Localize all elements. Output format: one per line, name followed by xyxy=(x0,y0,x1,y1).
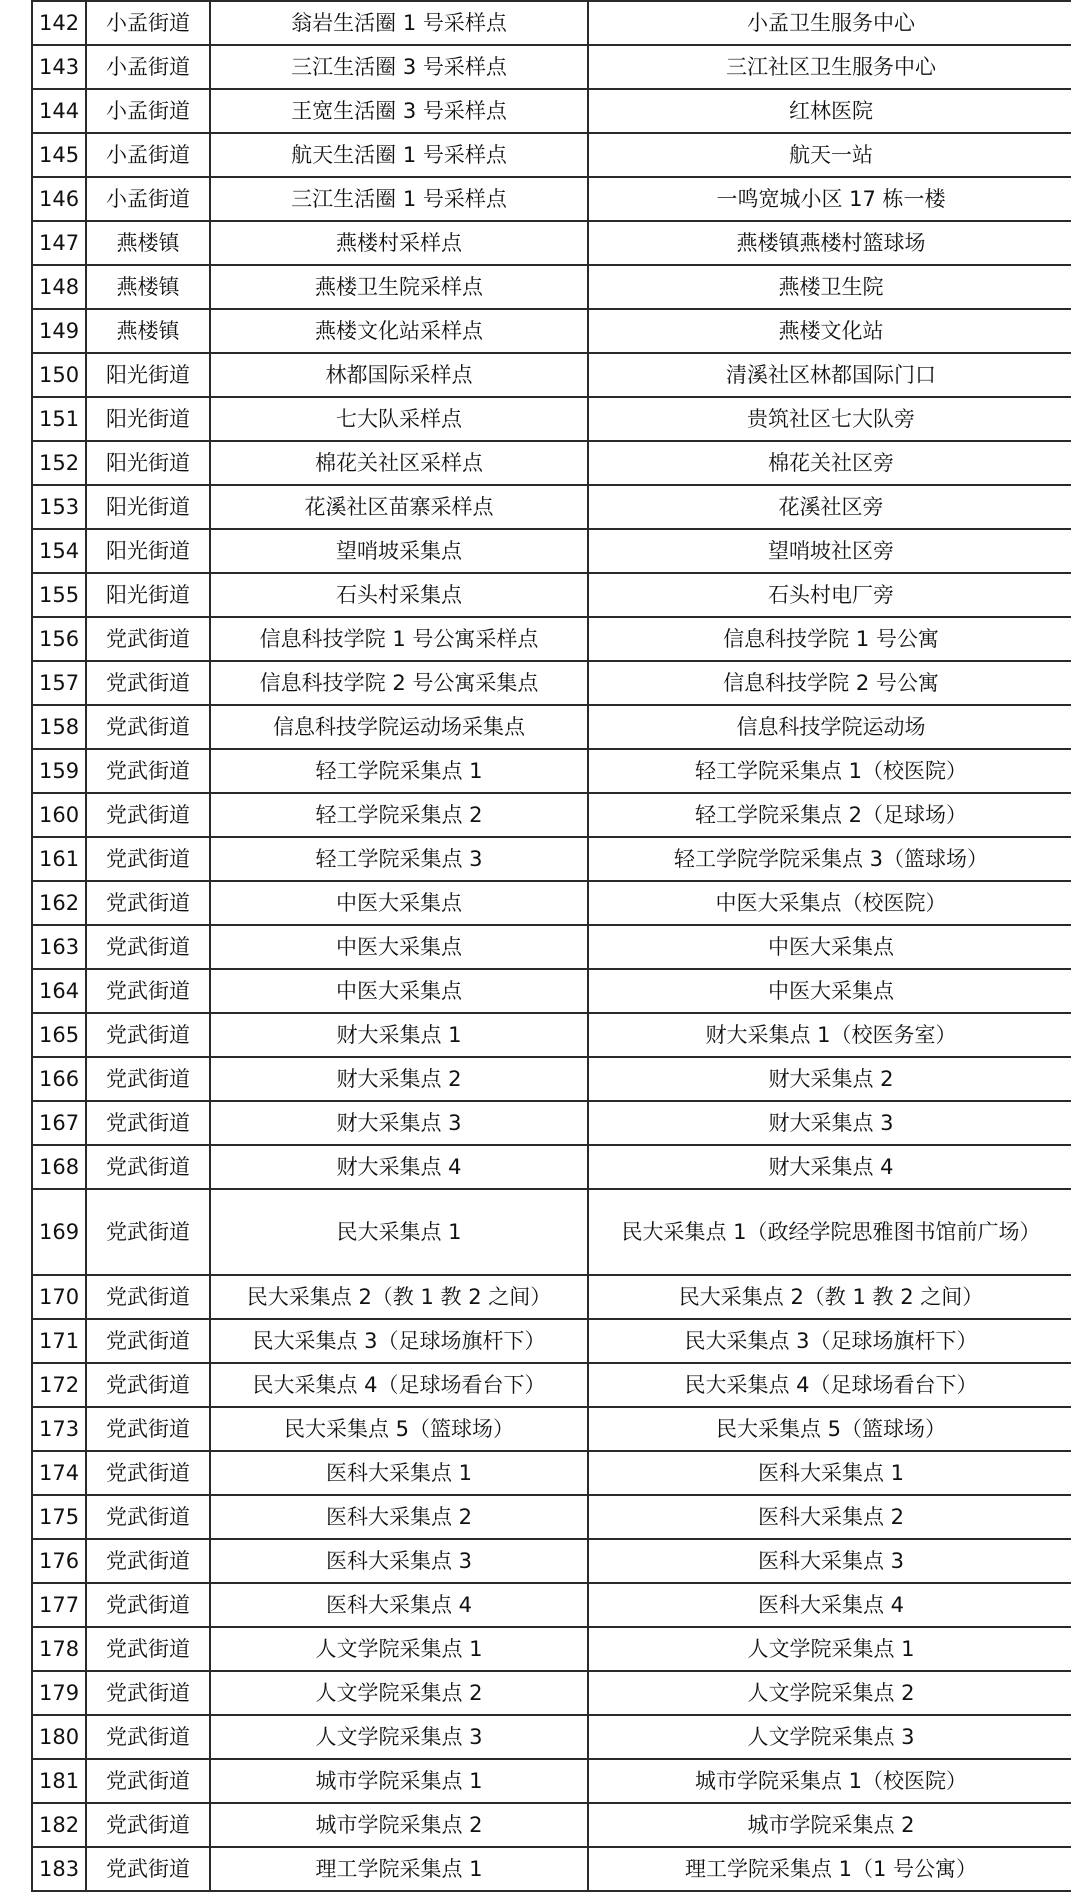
site-name-cell: 中医大采集点 xyxy=(210,969,588,1013)
table-row xyxy=(32,793,1071,837)
site-address-cell: 医科大采集点 3 xyxy=(588,1539,1071,1583)
street-cell: 阳光街道 xyxy=(86,353,210,397)
street-cell: 党武街道 xyxy=(86,1189,210,1275)
row-number-cell: 160 xyxy=(32,793,86,837)
site-address-cell: 航天一站 xyxy=(588,133,1071,177)
row-number-cell: 167 xyxy=(32,1101,86,1145)
row-number-cell: 151 xyxy=(32,397,86,441)
row-number-cell: 146 xyxy=(32,177,86,221)
street-cell: 党武街道 xyxy=(86,1583,210,1627)
site-address-cell: 信息科技学院 1 号公寓 xyxy=(588,617,1071,661)
site-name-cell: 民大采集点 5（篮球场） xyxy=(210,1407,588,1451)
table-row xyxy=(32,221,1071,265)
street-cell: 党武街道 xyxy=(86,793,210,837)
site-name-cell: 财大采集点 1 xyxy=(210,1013,588,1057)
row-number-cell: 159 xyxy=(32,749,86,793)
street-cell: 党武街道 xyxy=(86,1803,210,1847)
site-address-cell: 望哨坡社区旁 xyxy=(588,529,1071,573)
site-address-cell: 轻工学院采集点 2（足球场） xyxy=(588,793,1071,837)
site-address-cell: 红林医院 xyxy=(588,89,1071,133)
site-address-cell: 轻工学院学院采集点 3（篮球场） xyxy=(588,837,1071,881)
site-address-cell: 燕楼镇燕楼村篮球场 xyxy=(588,221,1071,265)
table-body xyxy=(32,1,1071,1891)
street-cell: 小孟街道 xyxy=(86,133,210,177)
table-row xyxy=(32,441,1071,485)
site-name-cell: 城市学院采集点 2 xyxy=(210,1803,588,1847)
site-address-cell: 民大采集点 3（足球场旗杆下） xyxy=(588,1319,1071,1363)
row-number-cell: 170 xyxy=(32,1275,86,1319)
site-address-cell: 财大采集点 3 xyxy=(588,1101,1071,1145)
row-number-cell: 172 xyxy=(32,1363,86,1407)
table-row xyxy=(32,1319,1071,1363)
table-row xyxy=(32,1803,1071,1847)
site-name-cell: 财大采集点 4 xyxy=(210,1145,588,1189)
row-number-cell: 149 xyxy=(32,309,86,353)
site-address-cell: 城市学院采集点 2 xyxy=(588,1803,1071,1847)
site-name-cell: 医科大采集点 2 xyxy=(210,1495,588,1539)
street-cell: 党武街道 xyxy=(86,1671,210,1715)
row-number-cell: 143 xyxy=(32,45,86,89)
street-cell: 阳光街道 xyxy=(86,529,210,573)
row-number-cell: 148 xyxy=(32,265,86,309)
sampling-sites-table xyxy=(31,0,1071,1892)
site-name-cell: 人文学院采集点 1 xyxy=(210,1627,588,1671)
table-row xyxy=(32,1013,1071,1057)
site-address-cell: 信息科技学院运动场 xyxy=(588,705,1071,749)
site-name-cell: 中医大采集点 xyxy=(210,881,588,925)
street-cell: 党武街道 xyxy=(86,705,210,749)
site-name-cell: 三江生活圈 3 号采样点 xyxy=(210,45,588,89)
site-address-cell: 中医大采集点 xyxy=(588,969,1071,1013)
table-row xyxy=(32,837,1071,881)
row-number-cell: 163 xyxy=(32,925,86,969)
row-number-cell: 179 xyxy=(32,1671,86,1715)
street-cell: 党武街道 xyxy=(86,925,210,969)
table-row xyxy=(32,749,1071,793)
street-cell: 党武街道 xyxy=(86,1715,210,1759)
site-name-cell: 燕楼卫生院采样点 xyxy=(210,265,588,309)
row-number-cell: 182 xyxy=(32,1803,86,1847)
row-number-cell: 142 xyxy=(32,1,86,45)
street-cell: 党武街道 xyxy=(86,1495,210,1539)
street-cell: 阳光街道 xyxy=(86,573,210,617)
street-cell: 党武街道 xyxy=(86,1057,210,1101)
row-number-cell: 177 xyxy=(32,1583,86,1627)
street-cell: 党武街道 xyxy=(86,1275,210,1319)
site-name-cell: 民大采集点 3（足球场旗杆下） xyxy=(210,1319,588,1363)
street-cell: 党武街道 xyxy=(86,749,210,793)
site-address-cell: 医科大采集点 4 xyxy=(588,1583,1071,1627)
site-address-cell: 信息科技学院 2 号公寓 xyxy=(588,661,1071,705)
table-row xyxy=(32,529,1071,573)
site-name-cell: 轻工学院采集点 2 xyxy=(210,793,588,837)
table-row xyxy=(32,1539,1071,1583)
street-cell: 燕楼镇 xyxy=(86,221,210,265)
site-address-cell: 三江社区卫生服务中心 xyxy=(588,45,1071,89)
site-name-cell: 燕楼村采样点 xyxy=(210,221,588,265)
street-cell: 党武街道 xyxy=(86,1145,210,1189)
table-row xyxy=(32,881,1071,925)
site-name-cell: 信息科技学院 1 号公寓采样点 xyxy=(210,617,588,661)
street-cell: 党武街道 xyxy=(86,1451,210,1495)
street-cell: 党武街道 xyxy=(86,1539,210,1583)
table-row xyxy=(32,1847,1071,1891)
street-cell: 党武街道 xyxy=(86,1363,210,1407)
row-number-cell: 154 xyxy=(32,529,86,573)
site-address-cell: 财大采集点 4 xyxy=(588,1145,1071,1189)
site-name-cell: 医科大采集点 3 xyxy=(210,1539,588,1583)
site-name-cell: 民大采集点 1 xyxy=(210,1189,588,1275)
row-number-cell: 166 xyxy=(32,1057,86,1101)
table-row xyxy=(32,1759,1071,1803)
table-row xyxy=(32,1407,1071,1451)
row-number-cell: 168 xyxy=(32,1145,86,1189)
table-row xyxy=(32,1671,1071,1715)
street-cell: 小孟街道 xyxy=(86,1,210,45)
site-address-cell: 花溪社区旁 xyxy=(588,485,1071,529)
site-name-cell: 花溪社区苗寨采样点 xyxy=(210,485,588,529)
street-cell: 党武街道 xyxy=(86,881,210,925)
table-row xyxy=(32,177,1071,221)
row-number-cell: 171 xyxy=(32,1319,86,1363)
table-row xyxy=(32,1583,1071,1627)
row-number-cell: 164 xyxy=(32,969,86,1013)
site-name-cell: 信息科技学院运动场采集点 xyxy=(210,705,588,749)
site-address-cell: 小孟卫生服务中心 xyxy=(588,1,1071,45)
table-row xyxy=(32,485,1071,529)
site-address-cell: 人文学院采集点 3 xyxy=(588,1715,1071,1759)
row-number-cell: 169 xyxy=(32,1189,86,1275)
street-cell: 阳光街道 xyxy=(86,397,210,441)
table-row xyxy=(32,617,1071,661)
row-number-cell: 181 xyxy=(32,1759,86,1803)
table-row xyxy=(32,1715,1071,1759)
table-row xyxy=(32,1,1071,45)
table-row xyxy=(32,573,1071,617)
row-number-cell: 147 xyxy=(32,221,86,265)
site-address-cell: 石头村电厂旁 xyxy=(588,573,1071,617)
table-row xyxy=(32,1189,1071,1275)
row-number-cell: 150 xyxy=(32,353,86,397)
site-name-cell: 轻工学院采集点 3 xyxy=(210,837,588,881)
street-cell: 党武街道 xyxy=(86,1407,210,1451)
row-number-cell: 158 xyxy=(32,705,86,749)
site-name-cell: 三江生活圈 1 号采样点 xyxy=(210,177,588,221)
site-name-cell: 航天生活圈 1 号采样点 xyxy=(210,133,588,177)
site-address-cell: 财大采集点 1（校医务室） xyxy=(588,1013,1071,1057)
site-address-cell: 理工学院采集点 1（1 号公寓） xyxy=(588,1847,1071,1891)
row-number-cell: 144 xyxy=(32,89,86,133)
street-cell: 小孟街道 xyxy=(86,45,210,89)
site-address-cell: 中医大采集点（校医院） xyxy=(588,881,1071,925)
table-row xyxy=(32,133,1071,177)
row-number-cell: 175 xyxy=(32,1495,86,1539)
table-row xyxy=(32,89,1071,133)
site-address-cell: 民大采集点 2（教 1 教 2 之间） xyxy=(588,1275,1071,1319)
row-number-cell: 155 xyxy=(32,573,86,617)
site-address-cell: 人文学院采集点 1 xyxy=(588,1627,1071,1671)
table-row xyxy=(32,1275,1071,1319)
site-name-cell: 棉花关社区采样点 xyxy=(210,441,588,485)
table-row xyxy=(32,353,1071,397)
site-address-cell: 贵筑社区七大队旁 xyxy=(588,397,1071,441)
site-address-cell: 燕楼文化站 xyxy=(588,309,1071,353)
row-number-cell: 176 xyxy=(32,1539,86,1583)
site-address-cell: 人文学院采集点 2 xyxy=(588,1671,1071,1715)
table-row xyxy=(32,1627,1071,1671)
row-number-cell: 165 xyxy=(32,1013,86,1057)
street-cell: 党武街道 xyxy=(86,617,210,661)
site-name-cell: 轻工学院采集点 1 xyxy=(210,749,588,793)
street-cell: 小孟街道 xyxy=(86,89,210,133)
site-name-cell: 民大采集点 4（足球场看台下） xyxy=(210,1363,588,1407)
site-name-cell: 信息科技学院 2 号公寓采集点 xyxy=(210,661,588,705)
site-name-cell: 医科大采集点 1 xyxy=(210,1451,588,1495)
row-number-cell: 162 xyxy=(32,881,86,925)
table-row xyxy=(32,661,1071,705)
row-number-cell: 145 xyxy=(32,133,86,177)
site-address-cell: 燕楼卫生院 xyxy=(588,265,1071,309)
street-cell: 党武街道 xyxy=(86,1013,210,1057)
street-cell: 党武街道 xyxy=(86,1627,210,1671)
site-name-cell: 翁岩生活圈 1 号采样点 xyxy=(210,1,588,45)
table-row xyxy=(32,925,1071,969)
site-name-cell: 医科大采集点 4 xyxy=(210,1583,588,1627)
row-number-cell: 178 xyxy=(32,1627,86,1671)
site-name-cell: 燕楼文化站采样点 xyxy=(210,309,588,353)
site-address-cell: 轻工学院采集点 1（校医院） xyxy=(588,749,1071,793)
site-address-cell: 医科大采集点 2 xyxy=(588,1495,1071,1539)
row-number-cell: 161 xyxy=(32,837,86,881)
site-address-cell: 棉花关社区旁 xyxy=(588,441,1071,485)
site-address-cell: 城市学院采集点 1（校医院） xyxy=(588,1759,1071,1803)
site-name-cell: 人文学院采集点 2 xyxy=(210,1671,588,1715)
street-cell: 党武街道 xyxy=(86,1319,210,1363)
street-cell: 党武街道 xyxy=(86,1847,210,1891)
site-address-cell: 民大采集点 1（政经学院思雅图书馆前广场） xyxy=(588,1189,1071,1275)
site-name-cell: 王宽生活圈 3 号采样点 xyxy=(210,89,588,133)
street-cell: 党武街道 xyxy=(86,969,210,1013)
row-number-cell: 156 xyxy=(32,617,86,661)
table-row xyxy=(32,265,1071,309)
row-number-cell: 173 xyxy=(32,1407,86,1451)
site-address-cell: 医科大采集点 1 xyxy=(588,1451,1071,1495)
site-name-cell: 石头村采集点 xyxy=(210,573,588,617)
row-number-cell: 180 xyxy=(32,1715,86,1759)
street-cell: 党武街道 xyxy=(86,1101,210,1145)
street-cell: 阳光街道 xyxy=(86,485,210,529)
site-name-cell: 人文学院采集点 3 xyxy=(210,1715,588,1759)
table-row xyxy=(32,1101,1071,1145)
table-row xyxy=(32,1363,1071,1407)
table-row xyxy=(32,1057,1071,1101)
street-cell: 燕楼镇 xyxy=(86,265,210,309)
row-number-cell: 183 xyxy=(32,1847,86,1891)
row-number-cell: 157 xyxy=(32,661,86,705)
site-address-cell: 民大采集点 5（篮球场） xyxy=(588,1407,1071,1451)
table-row xyxy=(32,397,1071,441)
site-address-cell: 财大采集点 2 xyxy=(588,1057,1071,1101)
street-cell: 小孟街道 xyxy=(86,177,210,221)
street-cell: 党武街道 xyxy=(86,837,210,881)
site-name-cell: 城市学院采集点 1 xyxy=(210,1759,588,1803)
site-address-cell: 清溪社区林都国际门口 xyxy=(588,353,1071,397)
site-name-cell: 望哨坡采集点 xyxy=(210,529,588,573)
row-number-cell: 153 xyxy=(32,485,86,529)
row-number-cell: 152 xyxy=(32,441,86,485)
site-address-cell: 中医大采集点 xyxy=(588,925,1071,969)
row-number-cell: 174 xyxy=(32,1451,86,1495)
site-name-cell: 财大采集点 2 xyxy=(210,1057,588,1101)
street-cell: 党武街道 xyxy=(86,661,210,705)
site-name-cell: 财大采集点 3 xyxy=(210,1101,588,1145)
table-row xyxy=(32,1145,1071,1189)
site-name-cell: 民大采集点 2（教 1 教 2 之间） xyxy=(210,1275,588,1319)
street-cell: 党武街道 xyxy=(86,1759,210,1803)
table-row xyxy=(32,705,1071,749)
table-row xyxy=(32,309,1071,353)
table-row xyxy=(32,1495,1071,1539)
site-name-cell: 理工学院采集点 1 xyxy=(210,1847,588,1891)
street-cell: 阳光街道 xyxy=(86,441,210,485)
table-row xyxy=(32,45,1071,89)
site-address-cell: 民大采集点 4（足球场看台下） xyxy=(588,1363,1071,1407)
site-name-cell: 林都国际采样点 xyxy=(210,353,588,397)
street-cell: 燕楼镇 xyxy=(86,309,210,353)
site-name-cell: 中医大采集点 xyxy=(210,925,588,969)
site-address-cell: 一鸣宽城小区 17 栋一楼 xyxy=(588,177,1071,221)
site-name-cell: 七大队采样点 xyxy=(210,397,588,441)
table-row xyxy=(32,969,1071,1013)
table-row xyxy=(32,1451,1071,1495)
